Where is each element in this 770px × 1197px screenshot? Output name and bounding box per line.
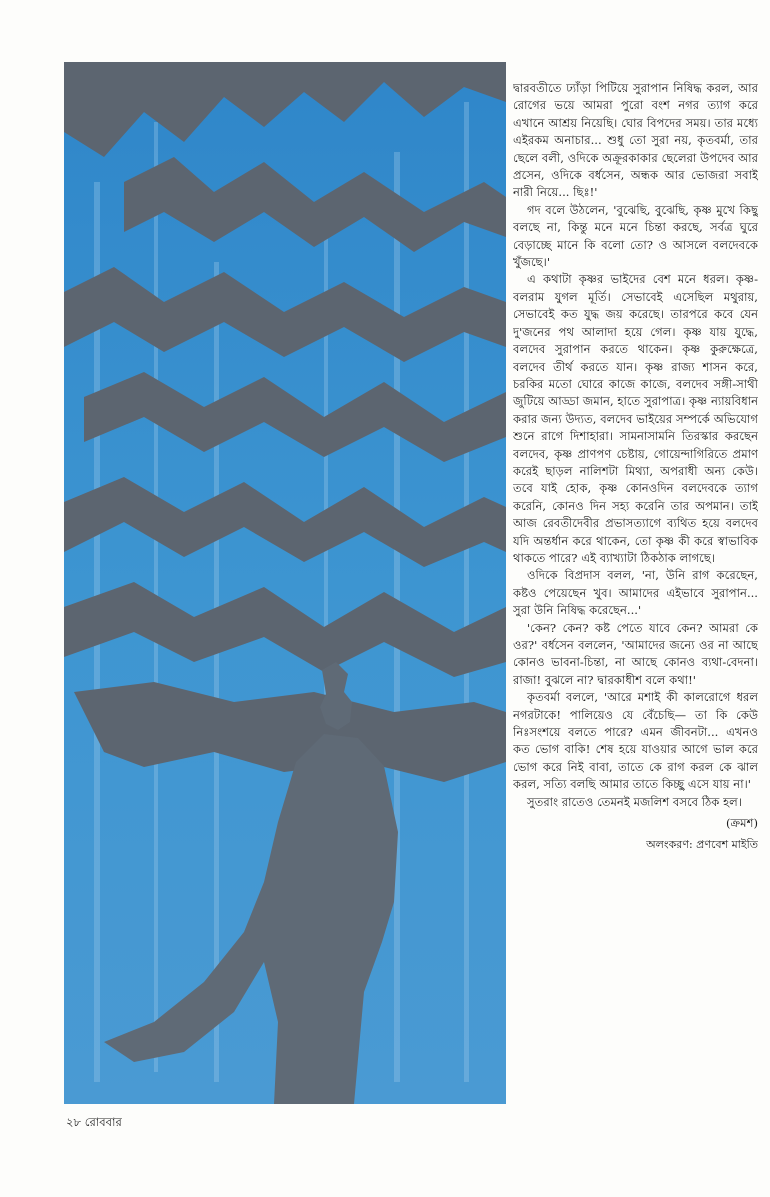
illustration-credit: অলংকরণ: প্রণবেশ মাইতি — [646, 838, 758, 852]
story-paragraph-6: কৃতবর্মা বললে, 'আরে মশাই কী কালরোগে ধরল নগরটাকে! পালিয়েও যে বেঁচেছি— তা কি কেউ নিঃসংশয়ে বলতে পারে? এমন জীবনটা... এখনও কত ভোগ বাকি! শেষ হয়ে যাওয়ার আগে ভাল করে ভোগ করে নিই বাবা, তাতে কে রাগ করল কে ঝাল করল, সত্যি বলছি আমার তাতে কিচ্ছু এসে যায় না।' — [513, 690, 758, 792]
story-paragraph-5: 'কেন? কেন? কষ্ট পেতে যাবে কেন? আমরা কে ওর?' বর্ধসেন বললেন, 'আমাদের জন্যে ওর না আছে কোনও ভাবনা-চিন্তা, না আছে কোনও ব্যথা-বেদনা। রাজা! বুঝলে না? দ্বারকাধীশ বলে কথা!' — [513, 620, 758, 687]
story-text-column — [513, 80, 758, 1090]
story-paragraph-7: সুতরাং রাতেও তেমনই মজলিশ বসবে ঠিক হল। — [527, 794, 742, 809]
painting-artwork — [64, 62, 506, 1104]
illustration — [64, 62, 506, 1104]
page-footer: ২৮ রোববার — [66, 1115, 122, 1129]
story-paragraph-2: গদ বলে উঠলেন, 'বুঝেছি, বুঝেছি, কৃষ্ণ মুখে কিছু বলছে না, কিন্তু মনে মনে চিন্তা করছে, সর্বত্র ঘুরে বেড়াচ্ছে মানে কি বলো তো? ও আসলে বলদেবকে খুঁজছে।' — [513, 202, 758, 270]
story-paragraph-1: দ্বারবতীতে ঢ্যাঁড়া পিটিয়ে সুরাপান নিষিদ্ধ করল, আর রোগের ভয়ে আমরা পুরো বংশ নগর ত্যাগ করে এখানে আশ্রয় নিয়েছি। ঘোর বিপদের সময়। তার মধ্যে এইরকম অনাচার... শুধু তো সুরা নয়, কৃতবর্মা, তার ছেলে বলী, ওদিকে অক্রূরকাকার ছেলেরা উপদেব আর প্রসেন, ওদিকে বর্ধসেন, অন্ধক আর ভোজরা সবাই নারী নিয়ে... ছিঃ!' — [513, 81, 758, 200]
story-paragraph-4: ওদিকে বিপ্রদাস বলল, 'না, উনি রাগ করেছেন, কষ্টও পেয়েছেন খুব। আমাদের এইভাবে সুরাপান... সুরা উনি নিষিদ্ধ করেছেন...' — [513, 568, 758, 618]
to-be-continued-label: (ক্রমশ) — [725, 816, 758, 831]
story-paragraph-3: এ কথাটা কৃষ্ণর ভাইদের বেশ মনে ধরল। কৃষ্ণ-বলরাম যুগল মূর্তি। সেভাবেই এসেছিল মথুরায়, সেভাবেই কত যুদ্ধ জয় করেছে। তারপরে কবে যেন দু'জনের পথ আলাদা হয়ে গেল। কৃষ্ণ যায় যুদ্ধে, বলদেব সুরাপান করতে থাকেন। কৃষ্ণ কুরুক্ষেত্রে, বলদেব তীর্থ করতে যান। কৃষ্ণ রাজ্য শাসন করে, চরকির মতো ঘোরে কাজে কাজে, বলদেব সঙ্গী-সাথী জুটিয়ে আড্ডা জমান, হাতে সুরাপাত্র। কৃষ্ণ ন্যায়বিধান করার জন্য উদ্যত, বলদেব ভাইয়ের সম্পর্কে অভিযোগ শুনে রাগে দিশাহারা। সামনাসামনি তিরস্কার করছেন বলদেব, কৃষ্ণ প্রাণপণ চেষ্টায়, গোয়েন্দাগিরিতে প্রমাণ করেই ছাড়ল নালিশটা মিথ্যা, অপরাধী অন্য কেউ। তবে যাই হোক, কৃষ্ণ কোনওদিন বলদেবকে ত্যাগ করেনি, কোনও দিন সহ্য করেনি তার অপমান। তাই আজ রেবতীদেবীর প্রভাসত্যাগে ব্যথিত হয়ে বলদেব যদি অন্তর্ধান করে থাকেন, তো কৃষ্ণ কী করে স্বাভাবিক থাকতে পারে? এই ব্যাখ্যাটা ঠিকঠাক লাগছে। — [513, 272, 758, 565]
